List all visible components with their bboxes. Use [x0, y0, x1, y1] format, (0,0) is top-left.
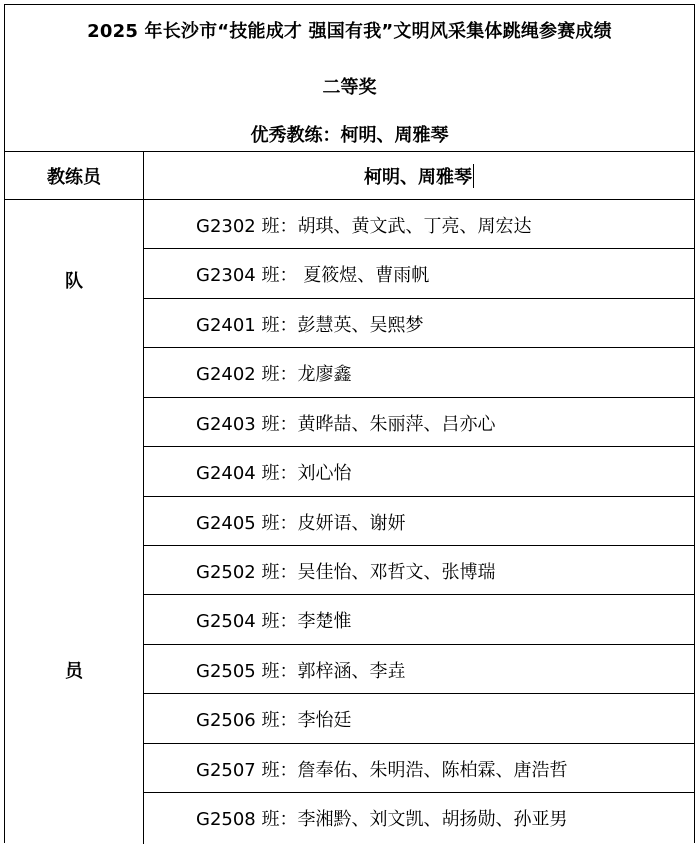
coach-header-value-text: 柯明、周雅琴 [364, 166, 472, 188]
team-row-g2304: G2304 班： 夏筱煜、曹雨帆 [196, 264, 430, 286]
team-row-g2302: G2302 班：胡琪、黄文武、丁亮、周宏达 [196, 215, 532, 237]
team-row-g2404: G2404 班：刘心怡 [196, 462, 352, 484]
team-row-g2502: G2502 班：吴佳怡、邓哲文、张博瑞 [196, 561, 496, 583]
team-row-g2507: G2507 班：詹奉佑、朱明浩、陈柏霖、唐浩哲 [196, 759, 568, 781]
team-row-g2403: G2403 班：黄晔喆、朱丽萍、吕亦心 [196, 413, 496, 435]
coach-header-value[interactable] [144, 152, 694, 199]
column-divider [143, 151, 144, 844]
team-row-g2402: G2402 班：龙廖鑫 [196, 363, 352, 385]
coach-header-label: 教练员 [47, 166, 101, 188]
award-level: 二等奖 [322, 77, 377, 98]
text-cursor [473, 164, 474, 188]
team-row-g2405: G2405 班：皮妍语、谢妍 [196, 512, 406, 534]
team-member-label-first: 队 [65, 271, 83, 292]
team-row-g2504: G2504 班：李楚惟 [196, 610, 352, 632]
results-table [4, 4, 695, 843]
document-title: 2025 年长沙市“技能成才 强国有我”文明风采集体跳绳参赛成绩 [87, 21, 612, 42]
team-row-g2401: G2401 班：彭慧英、吴熙梦 [196, 314, 424, 336]
team-row-g2506: G2506 班：李怡廷 [196, 709, 352, 731]
team-row-g2505: G2505 班：郭梓涵、李垚 [196, 660, 406, 682]
team-row-g2508: G2508 班：李湘黔、刘文凯、胡扬勋、孙亚男 [196, 808, 568, 830]
team-member-label-second: 员 [65, 661, 83, 682]
excellent-coach-line: 优秀教练：柯明、周雅琴 [250, 125, 449, 146]
